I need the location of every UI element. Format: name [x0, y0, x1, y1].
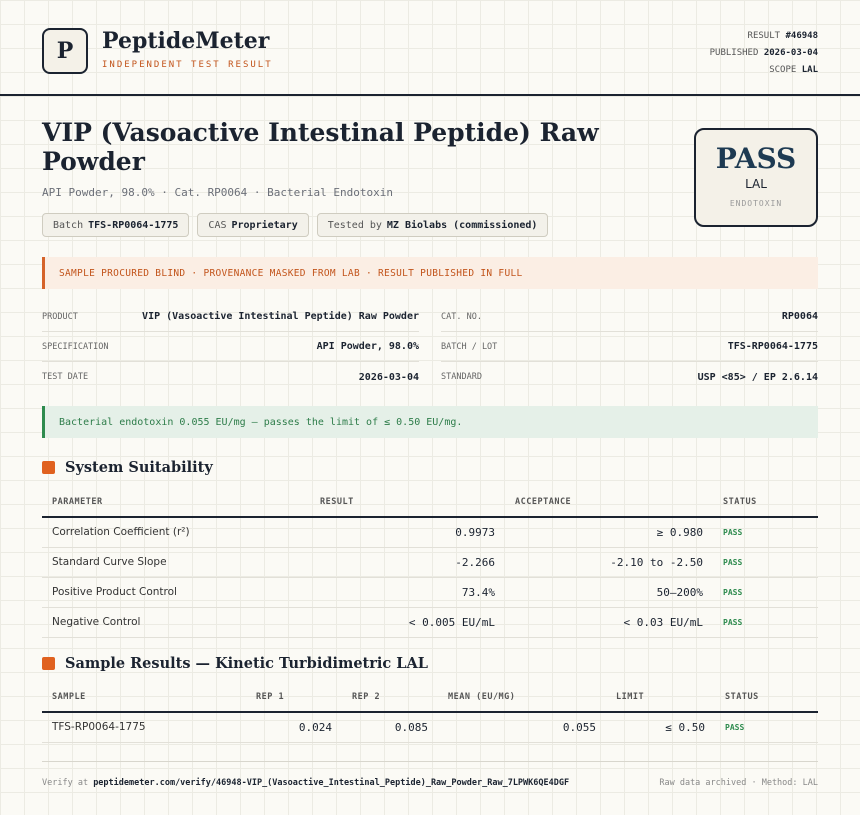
verify-line	[42, 778, 569, 788]
result-meta	[710, 28, 818, 79]
info-label: STANDARD	[441, 372, 482, 382]
chip-value: MZ Biolabs (commissioned)	[386, 219, 538, 231]
sample-cell: TFS-RP0064-1775	[42, 712, 246, 742]
verify-label: Verify at	[42, 777, 89, 788]
table-header-row	[42, 682, 818, 712]
mean-cell: 0.055	[438, 712, 606, 742]
page-subtitle: API Powder, 98.0% · Cat. RP0064 · Bacterial Endotoxin	[42, 186, 393, 199]
column-header: REP 2	[342, 682, 438, 712]
brand-name: PeptideMeter	[102, 28, 270, 54]
table-header-row	[42, 487, 818, 517]
status-badge: PASS	[715, 712, 818, 742]
info-row	[441, 362, 818, 392]
chip-value: Proprietary	[231, 219, 298, 231]
info-value: 2026-03-04	[358, 371, 419, 383]
stamp-method: LAL	[745, 177, 767, 191]
table-row	[42, 517, 818, 547]
acceptance-cell: < 0.03 EU/mL	[505, 607, 713, 637]
limit-cell: ≤ 0.50	[606, 712, 715, 742]
pass-stamp	[694, 128, 818, 227]
table-row	[42, 607, 818, 637]
page-title: VIP (Vasoactive Intestinal Peptide) Raw Powder	[42, 118, 599, 176]
info-value: USP <85> / EP 2.6.14	[697, 371, 818, 383]
info-label: BATCH / LOT	[441, 341, 498, 352]
chip-value: TFS-RP0064-1775	[88, 219, 179, 231]
brand-tagline: INDEPENDENT TEST RESULT	[102, 60, 273, 70]
scope-value: LAL	[801, 65, 818, 75]
info-row	[441, 332, 818, 362]
info-row	[441, 302, 818, 332]
column-header: STATUS	[713, 487, 818, 517]
published-label: PUBLISHED	[709, 48, 759, 58]
logo-icon: P	[42, 28, 88, 74]
column-header: LIMIT	[606, 682, 715, 712]
procurement-notice: SAMPLE PROCURED BLIND · PROVENANCE MASKED FROM LAB · RESULT PUBLISHED IN FULL	[42, 257, 818, 289]
info-row	[42, 302, 419, 332]
info-label: TEST DATE	[42, 372, 89, 382]
info-right	[441, 302, 818, 392]
info-row	[42, 362, 419, 392]
info-row	[42, 332, 419, 362]
table-row	[42, 577, 818, 607]
report-header	[0, 0, 860, 96]
batch-chip	[42, 213, 189, 237]
info-label: SPECIFICATION	[42, 341, 109, 352]
info-value: API Powder, 98.0%	[316, 341, 419, 352]
status-badge: PASS	[713, 547, 818, 577]
rep2-cell: 0.085	[342, 712, 438, 742]
section-title: Sample Results — Kinetic Turbidimetric LAL	[65, 655, 428, 672]
suitability-heading	[42, 459, 213, 476]
suitability-table	[42, 487, 818, 638]
section-marker-icon	[42, 461, 55, 474]
stamp-test-type: ENDOTOXIN	[729, 199, 783, 208]
info-value: VIP (Vasoactive Intestinal Peptide) Raw Powder	[142, 311, 419, 322]
info-left	[42, 302, 419, 392]
column-header: STATUS	[715, 682, 818, 712]
column-header: RESULT	[310, 487, 505, 517]
scope-label: SCOPE	[769, 65, 797, 75]
samples-table	[42, 682, 818, 743]
archive-note: Raw data archived · Method: LAL	[659, 777, 818, 788]
stamp-verdict: PASS	[715, 142, 797, 175]
info-label: CAT. NO.	[441, 311, 482, 322]
column-header: ACCEPTANCE	[505, 487, 713, 517]
info-value: RP0064	[781, 311, 818, 322]
status-badge: PASS	[713, 517, 818, 547]
parameter-cell: Correlation Coefficient (r²)	[42, 517, 310, 547]
result-cell: 73.4%	[310, 577, 505, 607]
section-marker-icon	[42, 657, 55, 670]
acceptance-cell: ≥ 0.980	[505, 517, 713, 547]
chip-label: CAS	[208, 219, 227, 231]
report-footer	[42, 761, 818, 803]
samples-heading	[42, 655, 428, 672]
table-row	[42, 712, 818, 742]
published-date: 2026-03-04	[763, 48, 818, 58]
result-cell: -2.266	[310, 547, 505, 577]
parameter-cell: Negative Control	[42, 607, 310, 637]
info-value: TFS-RP0064-1775	[727, 341, 818, 352]
tested-by-chip	[317, 213, 549, 237]
cas-chip	[197, 213, 308, 237]
result-label: RESULT	[747, 31, 781, 41]
section-title: System Suitability	[65, 459, 213, 476]
column-header: PARAMETER	[42, 487, 310, 517]
column-header: MEAN (EU/MG)	[438, 682, 606, 712]
parameter-cell: Standard Curve Slope	[42, 547, 310, 577]
rep1-cell: 0.024	[246, 712, 342, 742]
chip-row	[42, 213, 548, 237]
table-row	[42, 547, 818, 577]
column-header: SAMPLE	[42, 682, 246, 712]
chip-label: Batch	[53, 219, 84, 231]
result-cell: < 0.005 EU/mL	[310, 607, 505, 637]
info-label: PRODUCT	[42, 311, 78, 322]
result-cell: 0.9973	[310, 517, 505, 547]
status-badge: PASS	[713, 607, 818, 637]
verify-link[interactable]: peptidemeter.com/verify/46948-VIP_(Vasoactive_Intestinal_Peptide)_Raw_Powder_Raw_7LPWK6QE4DGF	[93, 777, 570, 788]
acceptance-cell: -2.10 to -2.50	[505, 547, 713, 577]
chip-label: Tested by	[327, 219, 382, 231]
result-number: #46948	[785, 31, 818, 41]
parameter-cell: Positive Product Control	[42, 577, 310, 607]
column-header: REP 1	[246, 682, 342, 712]
status-badge: PASS	[713, 577, 818, 607]
result-summary: Bacterial endotoxin 0.055 EU/mg — passes the limit of ≤ 0.50 EU/mg.	[42, 406, 818, 438]
acceptance-cell: 50–200%	[505, 577, 713, 607]
